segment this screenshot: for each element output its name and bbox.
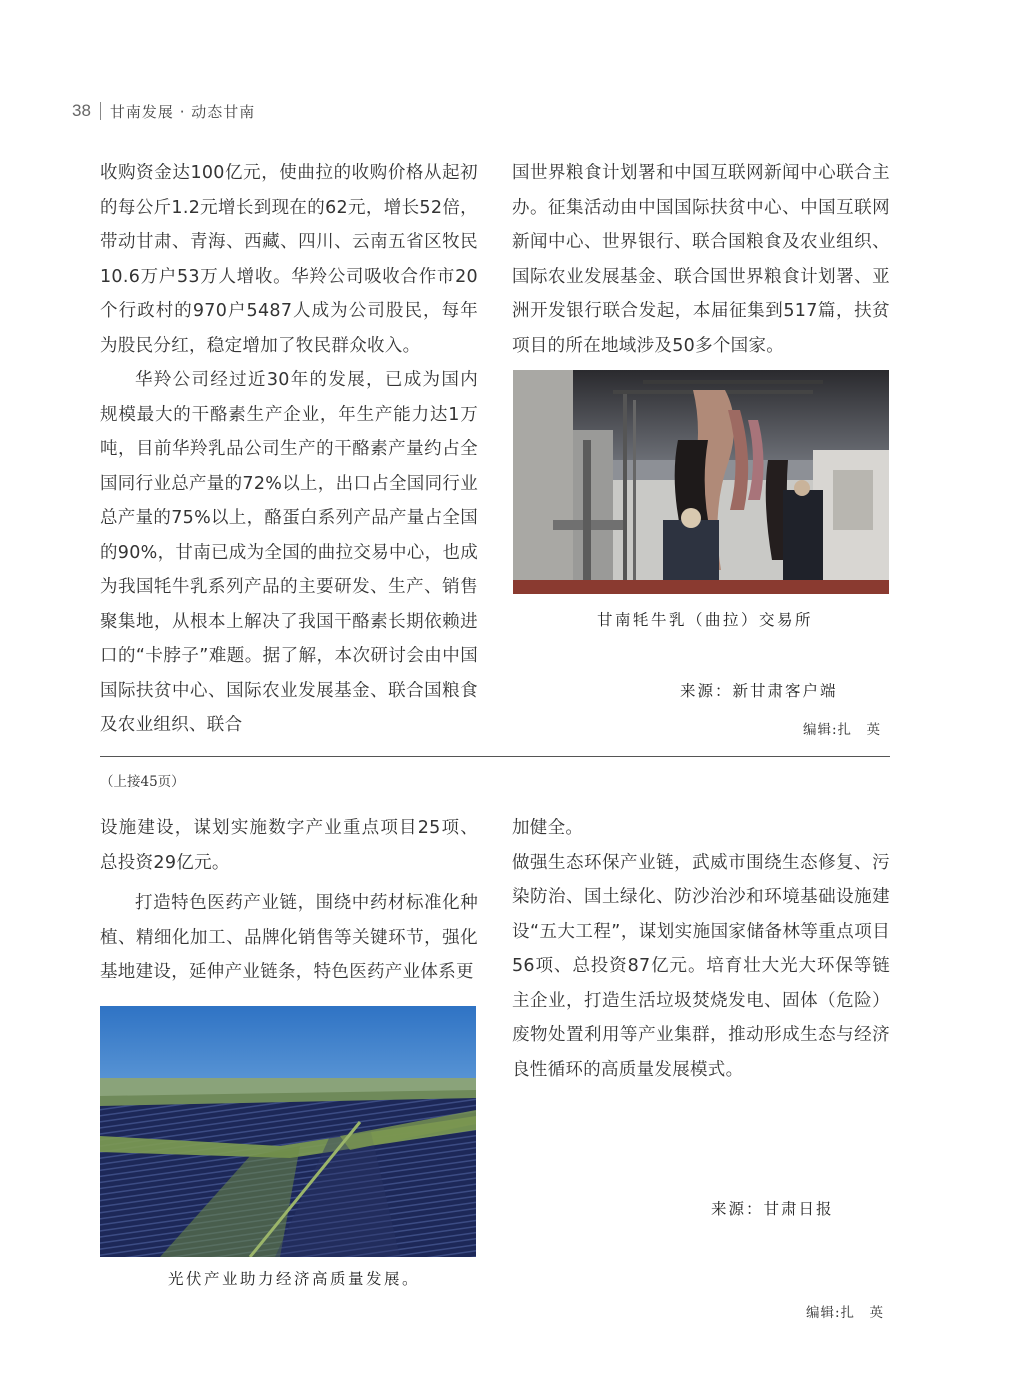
page-header [72,98,255,124]
article1-paragraph: 国世界粮食计划署和中国互联网新闻中心联合主办。征集活动由中国国际扶贫中心、中国互联网新闻中心、世界银行、联合国粮食及农业组织、国际农业发展基金、联合国世界粮食计划署、亚洲开发银行联合发起，本届征集到517篇，扶贫项目的所在地域涉及50多个国家。 [512,163,890,356]
article2-paragraph: 打造特色医药产业链，围绕中药材标准化种植、精细化加工、品牌化销售等关键环节，强化基地建设，延伸产业链条，特色医药产业体系更 [100,893,478,982]
section-title: 甘南发展 · 动态甘南 [109,102,256,121]
article1-source: 来源：新甘肃客户端 [680,682,838,700]
article2-source: 来源：甘肃日报 [711,1200,834,1218]
article1-paragraph: 华羚公司经过近30年的发展，已成为国内规模最大的干酪素生产企业，年生产能力达1万吨，目前华羚乳品公司生产的干酪素产量约占全国同行业总产量的72%以上，出口占全国同行业总产量的75%以上，酪蛋白系列产品产量占全国的90%，甘南已成为全国的曲拉交易中心，也成为我国牦牛乳系列产品的主要研发、生产、销售聚集地，从根本上解决了我国干酪素长期依赖进口的“卡脖子”难题。据了解，本次研讨会由中国国际扶贫中心、国际农业发展基金、联合国粮食及农业组织、联合 [100,370,478,735]
header-divider [100,102,101,120]
solar-photo-caption: 光伏产业助力经济高质量发展。 [168,1270,421,1288]
article2-right-column [512,811,890,1087]
article-divider [100,756,890,757]
article1-left-column [100,156,478,743]
solar-farm-photo [100,1006,476,1257]
article2-editor: 编辑:扎 英 [806,1305,885,1321]
plant-photo-caption: 甘南牦牛乳（曲拉）交易所 [597,611,814,629]
article2-paragraph: 加健全。 [512,818,584,838]
article2-left-column [100,811,478,990]
article1-right-column [512,156,890,363]
page-number: 38 [72,101,91,120]
continuation-note: （上接45页） [100,774,185,790]
article1-paragraph: 收购资金达100亿元，使曲拉的收购价格从起初的每公斤1.2元增长到现在的62元，增长52倍，带动甘肃、青海、西藏、四川、云南五省区牧民10.6万户53万人增收。华羚公司吸收合作市20个行政村的970户5487人成为公司股民，每年为股民分红，稳定增加了牧民群众收入。 [100,163,478,356]
article2-paragraph: 做强生态环保产业链，武威市围绕生态修复、污染防治、国土绿化、防沙治沙和环境基础设施建设“五大工程”，谋划实施国家储备林等重点项目56项、总投资87亿元。培育壮大光大环保等链主企业，打造生活垃圾焚烧发电、固体（危险）废物处置利用等产业集群，推动形成生态与经济良性循环的高质量发展模式。 [512,852,890,1080]
article2-paragraph: 设施建设，谋划实施数字产业重点项目25项、总投资29亿元。 [100,818,478,873]
article1-editor: 编辑:扎 英 [803,722,882,738]
processing-plant-photo [513,370,889,594]
